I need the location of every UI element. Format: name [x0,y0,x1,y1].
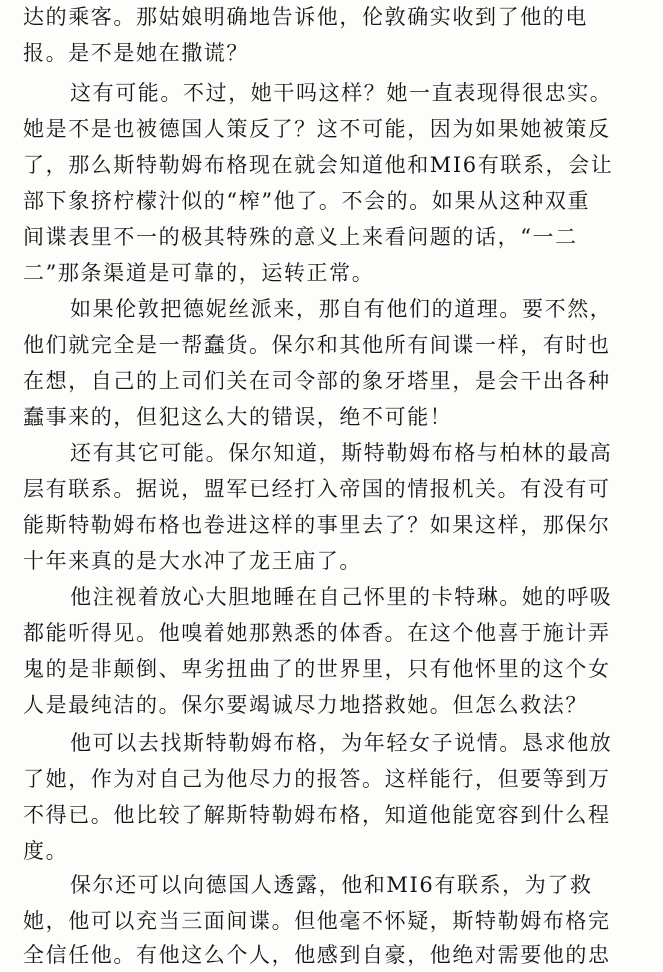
text-line: 在想，自己的上司们关在司令部的象牙塔里，是会干出各种 [23,369,611,393]
text-line: 度。 [23,839,69,863]
text-line: 不得已。他比较了解斯特勒姆布格，知道他能宽容到什么程 [23,803,611,827]
text-line: 了，那么斯特勒姆布格现在就会知道他和MI6有联系，会让 [23,153,614,177]
text-line: 这有可能。不过，她干吗这样？她一直表现得很忠实。 [70,81,613,105]
text-line: 如果伦敦把德妮丝派来，那自有他们的道理。要不然， [70,297,613,321]
text-line: 保尔还可以向德国人透露，他和MI6有联系，为了救 [70,873,593,897]
text-line: 都能听得见。他嗅着她那熟悉的体香。在这个他喜于施计弄 [23,621,611,645]
text-line: 能斯特勒姆布格也卷进这样的事里去了？如果这样，那保尔 [23,513,611,537]
text-line: 蠢事来的，但犯这么大的错误，绝不可能！ [23,405,453,429]
text-line: 达的乘客。那姑娘明确地告诉他，伦敦确实收到了他的电 [23,5,588,29]
text-line: 部下象挤柠檬汁似的“榨”他了。不会的。如果从这种双重 [23,189,591,213]
text-line: 二”那条渠道是可靠的，运转正常。 [23,261,375,285]
text-line: 她是不是也被德国人策反了？这不可能，因为如果她被策反 [23,117,611,141]
text-line: 了她，作为对自己为他尽力的报答。这样能行，但要等到万 [23,767,611,791]
text-line: 人是最纯洁的。保尔要竭诚尽力地搭救她。但怎么救法？ [23,693,588,717]
text-line: 全信任他。有他这么个人，他感到自豪，他绝对需要他的忠 [23,943,611,967]
text-line: 他们就完全是一帮蠢货。保尔和其他所有间谍一样，有时也 [23,333,611,357]
text-line: 他可以去找斯特勒姆布格，为年轻女子说情。恳求他放 [70,731,613,755]
text-line: 还有其它可能。保尔知道，斯特勒姆布格与柏林的最高 [70,441,613,465]
text-line: 十年来真的是大水冲了龙王庙了。 [23,549,362,573]
text-line: 报。是不是她在撒谎？ [23,41,249,65]
text-line: 他注视着放心大胆地睡在自己怀里的卡特琳。她的呼吸 [70,585,613,609]
text-line: 间谍表里不一的极其特殊的意义上来看问题的话，“一二 [23,225,578,249]
text-line: 鬼的是非颠倒、卑劣扭曲了的世界里，只有他怀里的这个女 [23,657,611,681]
text-line: 层有联系。据说，盟军已经打入帝国的情报机关。有没有可 [23,477,611,501]
text-line: 她，他可以充当三面间谍。但他毫不怀疑，斯特勒姆布格完 [23,909,611,933]
